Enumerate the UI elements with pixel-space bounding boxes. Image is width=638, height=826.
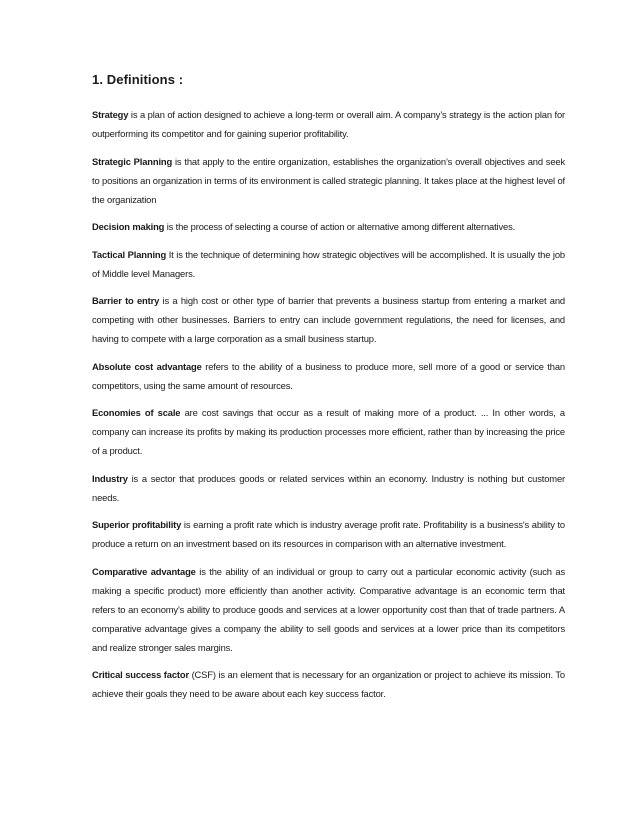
- definition-term: Superior profitability: [92, 519, 182, 530]
- definition-term: Decision making: [92, 221, 165, 232]
- definition-economies-of-scale: [92, 403, 565, 460]
- definition-industry: [92, 469, 565, 507]
- definition-term: Economies of scale: [92, 407, 181, 418]
- definition-barrier-to-entry: [92, 291, 565, 348]
- definition-strategic-planning: [92, 152, 565, 209]
- definition-strategy: [92, 105, 565, 143]
- definition-text: is the ability of an individual or group to carry out a particular economic activity (such as making a specific product) more efficiently than another activity. Comparative advantage is an economic term that refers to an economy's ability to produce goods and services at a lower opportunity cost than that of trade partners. A comparative advantage gives a company the ability to sell goods and services at a lower price than its competitors and realize stronger sales margins.: [92, 565, 565, 653]
- definition-term: Barrier to entry: [92, 295, 160, 306]
- definition-text: is a plan of action designed to achieve a long-term or overall aim. A company’s strategy is the action plan for outperforming its competitor and for gaining superior profitability.: [92, 109, 565, 139]
- definition-text: is a sector that produces goods or related services within an economy. Industry is nothing but customer needs.: [92, 472, 565, 503]
- definition-tactical-planning: [92, 245, 565, 283]
- definition-text: are cost savings that occur as a result of making more of a product. ... In other words, a company can increase its profits by making its production processes more efficient, rather than by increasing the price of a product.: [92, 407, 565, 456]
- definition-term: Comparative advantage: [92, 565, 196, 577]
- document-page: [92, 72, 565, 712]
- definition-term: Strategy: [92, 109, 129, 120]
- definition-decision-making: [92, 217, 565, 236]
- definition-critical-success-factor: [92, 665, 565, 703]
- definition-text: (CSF) is an element that is necessary for an organization or project to achieve its mission. To achieve their goals they need to be aware about each key success factor.: [92, 669, 565, 699]
- definition-text: It is the technique of determining how strategic objectives will be accomplished. It is usually the job of Middle level Managers.: [92, 248, 565, 279]
- definition-absolute-cost-advantage: [92, 357, 565, 395]
- definition-term: Tactical Planning: [92, 248, 167, 260]
- definition-text: refers to the ability of a business to produce more, sell more of a good or service than competitors, using the same amount of resources.: [92, 360, 565, 391]
- definition-text: is a high cost or other type of barrier that prevents a business startup from entering a market and competing with other businesses. Barriers to entry can include government regulations, the need for licenses, and having to compete with a large corporation as a small business startup.: [92, 295, 565, 344]
- definition-text: is earning a profit rate which is industry average profit rate. Profitability is a business's ability to produce a return on an investment based on its resources in comparison with an alternative investment.: [92, 519, 565, 549]
- definition-comparative-advantage: [92, 562, 565, 657]
- definition-term: Critical success factor: [92, 669, 189, 680]
- definition-superior-profitability: [92, 515, 565, 553]
- section-heading: 1. Definitions :: [92, 72, 184, 87]
- definition-term: Absolute cost advantage: [92, 360, 202, 372]
- definition-term: Industry: [92, 472, 128, 484]
- definition-text: is that apply to the entire organization, establishes the organization’s overall objectives and seek to positions an organization in terms of its environment is called strategic planning. It takes place at the highest level of the organization: [92, 155, 566, 205]
- definition-text: is the process of selecting a course of action or alternative among different alternatives.: [164, 221, 516, 232]
- definition-term: Strategic Planning: [92, 155, 173, 167]
